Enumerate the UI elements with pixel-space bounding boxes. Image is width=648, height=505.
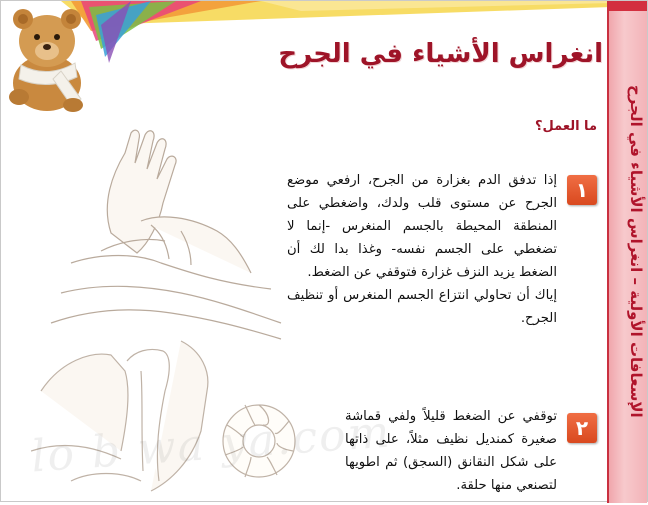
step-2-badge: ٢ — [567, 413, 597, 443]
watermark-logo: lo b wa ya.com — [29, 406, 393, 483]
step-1-paragraph-1: إذا تدفق الدم بغزارة من الجرح، ارفعي موضع الجرح عن مستوى قلب ولدك، واضغطي على المنطقة المحيطة بالجسم المنغرس -إنما لا تضغطي على الجسم نفسه- وغذا بدا لك أن الضغط يزيد النزف غزارة فتوقفي عن الضغط. — [287, 173, 557, 280]
step-2-text — [345, 405, 557, 497]
side-ribbon — [607, 1, 647, 503]
section-heading: ما العمل؟ — [535, 119, 597, 134]
page-title: انغراس الأشياء في الجرح — [278, 39, 603, 69]
teddy-bear-illustration — [1, 1, 93, 113]
step-2-paragraph-1: توقفي عن الضغط قليلاً ولفي قماشة صغيرة كمنديل نظيف مثلاً، على ذاتها على شكل النقانق (السجق) ثم اطويها لتصنعي منها حلقة. — [345, 409, 557, 493]
step-1-badge: ١ — [567, 175, 597, 205]
step-1-paragraph-2: إياك أن تحاولي انتزاع الجسم المنغرس أو تنظيف الجرح. — [287, 288, 557, 326]
section-title-vertical: الإسعافات الأولية – انغراس الأشياء في الجرح — [627, 84, 645, 418]
step-1-text — [287, 169, 557, 330]
hand-pressure-illustration — [41, 113, 291, 343]
